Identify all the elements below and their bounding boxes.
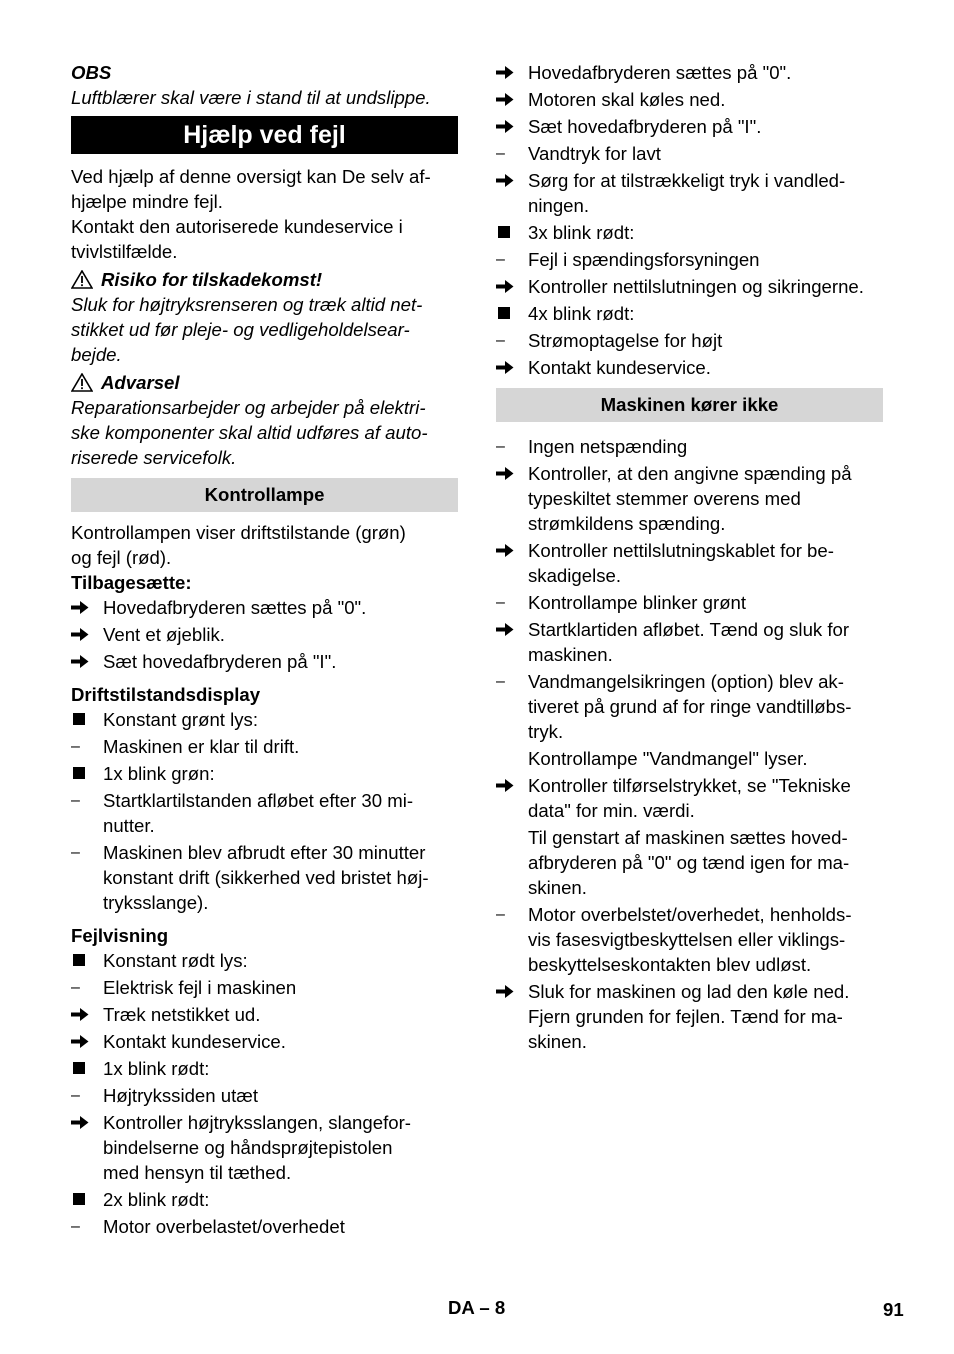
list-item xyxy=(496,825,883,900)
list-item-text: Motor overbelstet/overhedet, henholds- vis fasesvigtbeskyttelsen eller viklings- beskyttelseskontakten blev udløst. xyxy=(528,904,852,975)
warning-triangle-icon xyxy=(71,270,93,289)
dash-bullet-icon xyxy=(496,590,528,615)
square-bullet-icon xyxy=(71,1056,103,1081)
list-item xyxy=(71,1110,458,1185)
kontrollampe-line: og fejl (rød). xyxy=(71,547,172,568)
arrow-right-icon xyxy=(496,114,528,139)
list-item xyxy=(496,617,883,667)
list-item-text: Sæt hovedafbryderen på "I". xyxy=(528,116,762,137)
arrow-right-icon xyxy=(71,649,103,674)
list-item-text: Vandmangelsikringen (option) blev ak- tiveret på grund af for ringe vandtilløbs- tryk. xyxy=(528,671,852,742)
list-item-text: Kontroller tilførselstrykket, se "Tekniske data" for min. værdi. xyxy=(528,775,851,821)
arrow-right-icon xyxy=(71,622,103,647)
list-item xyxy=(71,840,458,915)
list-item xyxy=(496,301,883,326)
list-item xyxy=(496,247,883,272)
list-item-text: Kontrollampe blinker grønt xyxy=(528,592,747,613)
list-item xyxy=(71,1187,458,1212)
page-title: Hjælp ved fejl xyxy=(71,116,458,154)
list-item xyxy=(496,220,883,245)
list-item xyxy=(496,87,883,112)
list-item xyxy=(496,669,883,744)
dash-bullet-icon xyxy=(71,1083,103,1108)
arrow-right-icon xyxy=(71,1029,103,1054)
list-item-text: 2x blink rødt: xyxy=(103,1189,210,1210)
list-item-text: 1x blink grøn: xyxy=(103,763,215,784)
list-item-text: Træk netstikket ud. xyxy=(103,1004,261,1025)
list-item-text: Elektrisk fejl i maskinen xyxy=(103,977,297,998)
list-item-text: Hovedafbryderen sættes på "0". xyxy=(528,62,792,83)
list-item xyxy=(71,1002,458,1027)
fejl-heading: Fejlvisning xyxy=(71,925,169,946)
list-item-text: Sørg for at tilstrækkeligt tryk i vandled- ningen. xyxy=(528,170,846,216)
list-item-text: Fejl i spændingsforsyningen xyxy=(528,249,760,270)
list-item xyxy=(496,590,883,615)
arrow-right-icon xyxy=(71,1110,103,1135)
risk-line: Sluk for højtryksrenseren og træk altid net- xyxy=(71,294,423,315)
list-item xyxy=(71,1214,458,1239)
list-item-text: Motor overbelastet/overhedet xyxy=(103,1216,345,1237)
list-item-text: Kontroller, at den angivne spænding på typeskiltet stemmer overens med strømkildens spænding. xyxy=(528,463,852,534)
list-item-text: Startklartilstanden afløbet efter 30 mi- nutter. xyxy=(103,790,414,836)
arrow-right-icon xyxy=(496,355,528,380)
left-column xyxy=(71,60,458,1241)
dash-bullet-icon xyxy=(496,434,528,459)
list-item-text: Strømoptagelse for højt xyxy=(528,330,723,351)
list-item xyxy=(496,461,883,536)
arrow-right-icon xyxy=(496,274,528,299)
risk-line: stikket ud før pleje- og vedligeholdelsear- xyxy=(71,319,410,340)
obs-label: OBS xyxy=(71,62,112,83)
list-item-text: 1x blink rødt: xyxy=(103,1058,210,1079)
dash-bullet-icon xyxy=(71,1214,103,1239)
list-item-text: Kontakt kundeservice. xyxy=(528,357,711,378)
list-item xyxy=(496,773,883,823)
list-item xyxy=(496,746,883,771)
warning-line: riserede servicefolk. xyxy=(71,447,237,468)
list-item-text: Sluk for maskinen og lad den køle ned. Fjern grunden for fejlen. Tænd for ma- skinen. xyxy=(528,981,850,1052)
list-item-text: Kontroller nettilslutningen og sikringerne. xyxy=(528,276,864,297)
list-item xyxy=(496,328,883,353)
dash-bullet-icon xyxy=(496,141,528,166)
list-item-text: Kontroller nettilslutningskablet for be- skadigelse. xyxy=(528,540,834,586)
list-item xyxy=(71,1083,458,1108)
dash-bullet-icon xyxy=(71,840,103,865)
list-item xyxy=(71,975,458,1000)
page-number: 91 xyxy=(883,1299,904,1320)
arrow-right-icon xyxy=(71,595,103,620)
arrow-right-icon xyxy=(496,979,528,1004)
arrow-right-icon xyxy=(496,87,528,112)
warning-triangle-icon xyxy=(71,373,93,392)
footer-language-page: DA – 8 xyxy=(448,1297,506,1318)
list-item xyxy=(496,114,883,139)
list-item-text: 3x blink rødt: xyxy=(528,222,635,243)
kontrollampe-line: Kontrollampen viser driftstilstande (grøn) xyxy=(71,522,406,543)
arrow-right-icon xyxy=(71,1002,103,1027)
warning-heading xyxy=(71,370,458,395)
dash-bullet-icon xyxy=(71,734,103,759)
list-item xyxy=(496,274,883,299)
dash-bullet-icon xyxy=(496,902,528,927)
dash-bullet-icon xyxy=(71,975,103,1000)
intro-line: hjælpe mindre fejl. xyxy=(71,191,223,212)
list-item xyxy=(71,734,458,759)
list-item xyxy=(71,1056,458,1081)
list-item-text: Ingen netspænding xyxy=(528,436,688,457)
arrow-right-icon xyxy=(496,538,528,563)
reset-heading: Tilbagesætte: xyxy=(71,572,192,593)
list-item xyxy=(71,1029,458,1054)
warning-line: ske komponenter skal altid udføres af auto- xyxy=(71,422,428,443)
intro-line: tvivlstilfælde. xyxy=(71,241,178,262)
warning-label: Advarsel xyxy=(101,372,180,393)
list-item-text: Kontakt kundeservice. xyxy=(103,1031,286,1052)
list-item-text: Maskinen blev afbrudt efter 30 minutter konstant drift (sikkerhed ved bristet høj- tryksslange). xyxy=(103,842,429,913)
arrow-right-icon xyxy=(496,773,528,798)
square-bullet-icon xyxy=(496,220,528,245)
list-item-text: Vandtryk for lavt xyxy=(528,143,661,164)
list-item-text: Maskinen er klar til drift. xyxy=(103,736,300,757)
list-item xyxy=(71,649,458,674)
risk-heading xyxy=(71,267,458,292)
square-bullet-icon xyxy=(71,948,103,973)
dash-bullet-icon xyxy=(496,328,528,353)
list-item xyxy=(496,902,883,977)
dash-bullet-icon xyxy=(496,247,528,272)
risk-label: Risiko for tilskadekomst! xyxy=(101,269,323,290)
square-bullet-icon xyxy=(71,1187,103,1212)
arrow-right-icon xyxy=(496,168,528,193)
list-item xyxy=(496,141,883,166)
risk-line: bejde. xyxy=(71,344,122,365)
right-column xyxy=(496,60,883,1056)
list-item-text: Højtrykssiden utæt xyxy=(103,1085,258,1106)
list-item xyxy=(496,355,883,380)
list-item xyxy=(496,434,883,459)
dash-bullet-icon xyxy=(496,669,528,694)
list-item-text: 4x blink rødt: xyxy=(528,303,635,324)
list-item xyxy=(71,622,458,647)
arrow-right-icon xyxy=(496,461,528,486)
arrow-right-icon xyxy=(496,617,528,642)
list-item-text: Motoren skal køles ned. xyxy=(528,89,726,110)
list-item xyxy=(496,60,883,85)
obs-text: Luftblærer skal være i stand til at undslippe. xyxy=(71,87,431,108)
section-header-maskinen: Maskinen kører ikke xyxy=(496,388,883,422)
list-item-text: Startklartiden afløbet. Tænd og sluk for maskinen. xyxy=(528,619,850,665)
square-bullet-icon xyxy=(71,707,103,732)
list-item xyxy=(71,948,458,973)
list-item-text: Kontrollampe "Vandmangel" lyser. xyxy=(528,748,808,769)
list-item xyxy=(71,707,458,732)
square-bullet-icon xyxy=(496,301,528,326)
list-item xyxy=(496,979,883,1054)
section-header-kontrollampe: Kontrollampe xyxy=(71,478,458,512)
list-item-text: Hovedafbryderen sættes på "0". xyxy=(103,597,367,618)
list-item xyxy=(496,538,883,588)
intro-line: Kontakt den autoriserede kundeservice i xyxy=(71,216,403,237)
list-item-text: Konstant rødt lys: xyxy=(103,950,248,971)
warning-line: Reparationsarbejder og arbejder på elektri- xyxy=(71,397,426,418)
drift-heading: Driftstilstandsdisplay xyxy=(71,684,261,705)
intro-line: Ved hjælp af denne oversigt kan De selv af- xyxy=(71,166,431,187)
list-item xyxy=(496,168,883,218)
list-item-text: Kontroller højtryksslangen, slangefor- bindelserne og håndsprøjtepistolen med hensyn til tæthed. xyxy=(103,1112,411,1183)
square-bullet-icon xyxy=(71,761,103,786)
dash-bullet-icon xyxy=(71,788,103,813)
list-item-text: Sæt hovedafbryderen på "I". xyxy=(103,651,337,672)
list-item xyxy=(71,595,458,620)
list-item-text: Vent et øjeblik. xyxy=(103,624,225,645)
list-item-text: Til genstart af maskinen sættes hoved- afbryderen på "0" og tænd igen for ma- skinen. xyxy=(528,827,850,898)
list-item-text: Konstant grønt lys: xyxy=(103,709,259,730)
arrow-right-icon xyxy=(496,60,528,85)
list-item xyxy=(71,788,458,838)
list-item xyxy=(71,761,458,786)
